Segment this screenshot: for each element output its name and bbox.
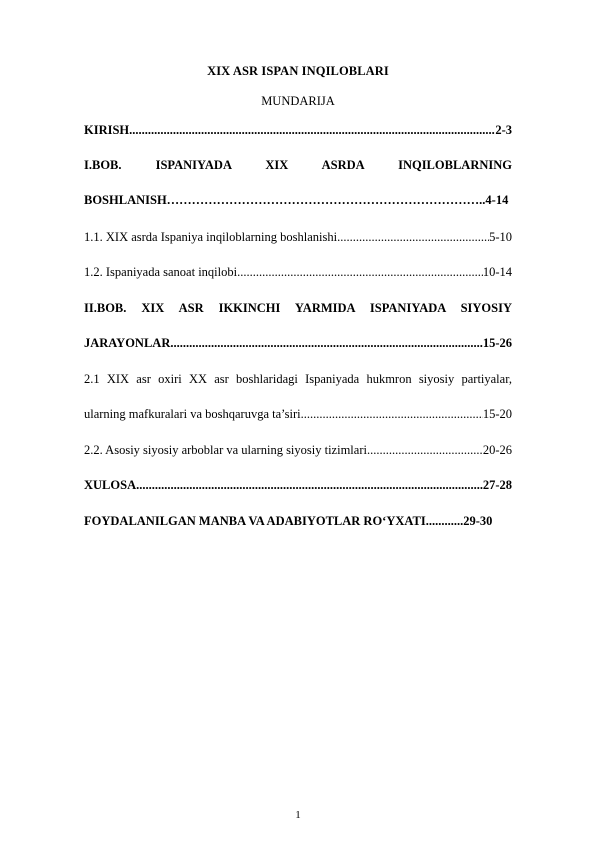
- toc-entry-1-2[interactable]: [84, 263, 512, 281]
- toc-entry-bob2-line1[interactable]: II.BOB. XIX ASR IKKINCHI YARMIDA ISPANIYADA SIYOSIY: [84, 301, 512, 315]
- toc-entry-2-2[interactable]: [84, 441, 512, 459]
- toc-entry-title: 1.1. XIX asrda Ispaniya inqiloblarning boshlanishi: [84, 230, 338, 244]
- toc-entry-pages: 20-26: [482, 443, 512, 457]
- toc-entry-2-1-line2[interactable]: [84, 405, 512, 423]
- document-subtitle: MUNDARIJA: [261, 94, 335, 108]
- toc-entry-kirish[interactable]: [84, 121, 512, 139]
- toc-entry-title: 2.2. Asosiy siyosiy arboblar va ularning siyosiy tizimlari: [84, 443, 367, 457]
- toc-entry-bob1-line1[interactable]: I.BOB. ISPANIYADA XIX ASRDA INQILOBLARNING: [84, 158, 512, 172]
- toc-leader-dots: [237, 263, 483, 281]
- toc-entry-title: BOSHLANISH: [84, 193, 167, 207]
- toc-entry-pages: 5-10: [489, 230, 512, 244]
- toc-entry-title: 1.2. Ispaniyada sanoat inqilobi: [84, 265, 238, 279]
- toc-leader-dots: [301, 405, 483, 423]
- toc-entry-2-1-line1[interactable]: 2.1 XIX asr oxiri XX asr boshlaridagi Ispaniyada hukmron siyosiy partiyalar,: [84, 372, 512, 386]
- toc-entry-pages: 15-20: [482, 407, 512, 421]
- toc-entry-1-1[interactable]: [84, 228, 512, 246]
- toc-leader-dots: [337, 228, 489, 246]
- page-number: 1: [295, 809, 301, 821]
- toc-leader-dots: [170, 334, 482, 352]
- toc-entry-pages: 10-14: [482, 265, 512, 279]
- toc-leader-dots: [367, 441, 483, 459]
- toc-entry-title: KIRISH: [84, 123, 130, 137]
- toc-entry-pages: 2-3: [495, 123, 512, 137]
- toc-leader-dots: [136, 476, 483, 494]
- toc-entry-pages: 15-26: [482, 336, 512, 350]
- toc-entry-bob2-line2[interactable]: [84, 334, 512, 352]
- toc-entry-bob1-line2[interactable]: [84, 191, 512, 209]
- toc-entry-title: ularning mafkuralari va boshqaruvga ta’siri: [84, 407, 301, 421]
- toc-entry-foydalanilgan[interactable]: [84, 512, 512, 530]
- toc-entry-title: FOYDALANILGAN MANBA VA ADABIYOTLAR RO‘YXATI: [84, 514, 426, 528]
- document-title: XIX ASR ISPAN INQILOBLARI: [207, 64, 389, 78]
- toc-leader-dots: …………………………………………………………………..: [166, 193, 486, 207]
- toc-entry-xulosa[interactable]: [84, 476, 512, 494]
- toc-entry-title: JARAYONLAR: [84, 336, 171, 350]
- toc-entry-pages: 29-30: [463, 514, 493, 528]
- toc-leader-dots: [129, 121, 495, 139]
- toc-leader-dots: ............: [425, 514, 464, 528]
- toc-entry-pages: 27-28: [482, 478, 512, 492]
- toc-entry-pages: 4-14: [485, 193, 509, 207]
- toc-entry-title: XULOSA: [84, 478, 137, 492]
